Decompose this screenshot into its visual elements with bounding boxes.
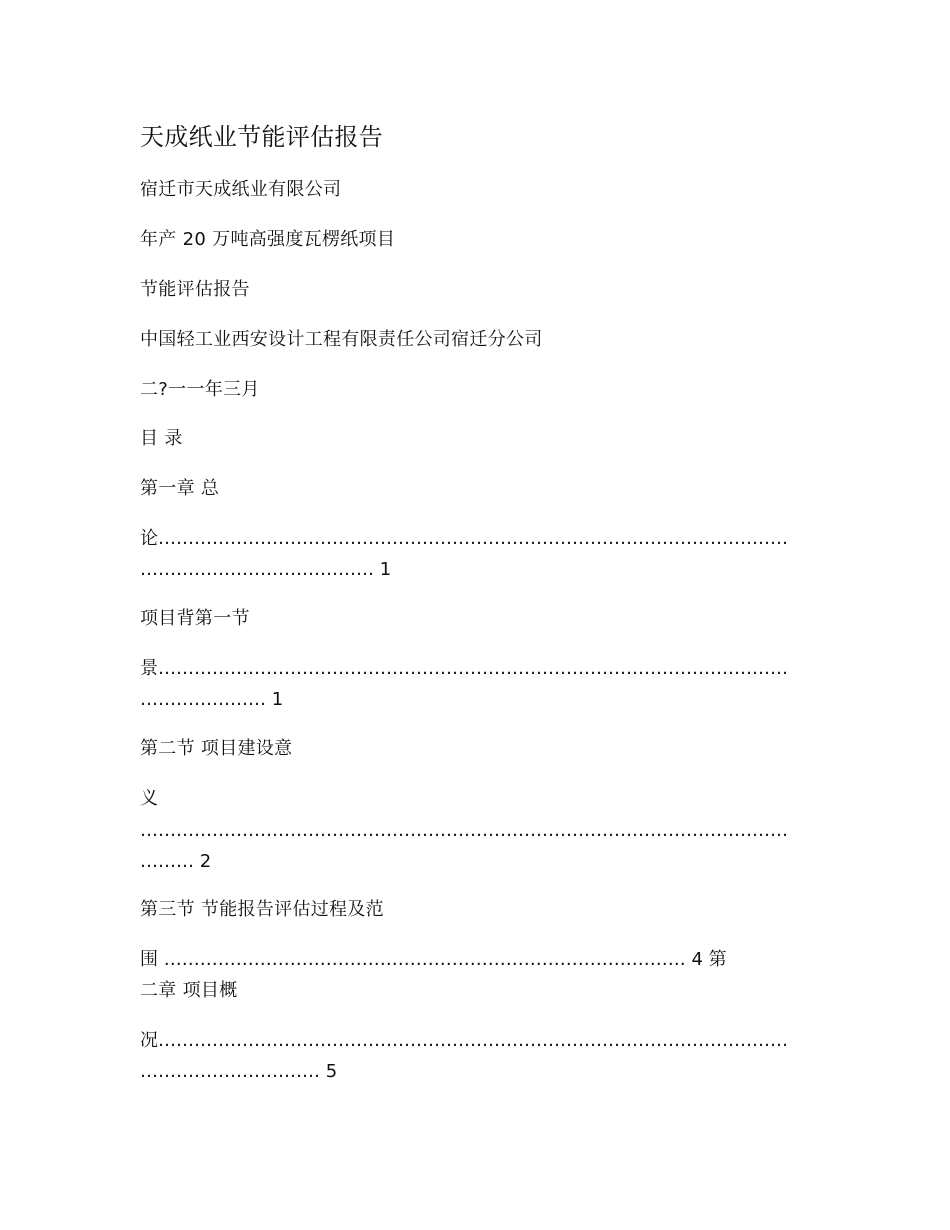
toc-section2-line3: ……… 2 [140,851,212,872]
toc-heading: 目 录 [140,428,183,449]
toc-section2-heading: 第二节 项目建设意 [140,738,293,759]
toc-chapter2-line2: ………………………… 5 [140,1061,338,1082]
author-organization: 中国轻工业西安设计工程有限责任公司宿迁分公司 [140,329,543,350]
toc-chapter1-line1: 论…………………………………………………………………………………………… [140,528,788,549]
company-name: 宿迁市天成纸业有限公司 [140,179,342,200]
toc-chapter1-heading: 第一章 总 [140,478,220,499]
toc-section1-heading: 项目背第一节 [140,608,250,629]
document-title: 天成纸业节能评估报告 [140,123,383,151]
toc-section1-line2: ………………… 1 [140,689,284,710]
report-date: 二?一一年三月 [140,379,260,400]
toc-section2-line1: 义 [140,788,159,809]
toc-chapter2-line1: 况…………………………………………………………………………………………… [140,1030,788,1051]
toc-section3-heading: 第三节 节能报告评估过程及范 [140,899,384,920]
toc-section3-line2: 二章 项目概 [140,980,238,1001]
project-name: 年产 20 万吨高强度瓦楞纸项目 [140,229,396,250]
report-type: 节能评估报告 [140,279,250,300]
toc-section3-line1: 围 …………………………………………………………………………… 4 第 [140,949,727,970]
toc-chapter1-line2: ………………………………… 1 [140,559,392,580]
toc-section2-line2: ……………………………………………………………………………………………… [140,820,788,841]
toc-section1-line1: 景…………………………………………………………………………………………… [140,658,788,679]
